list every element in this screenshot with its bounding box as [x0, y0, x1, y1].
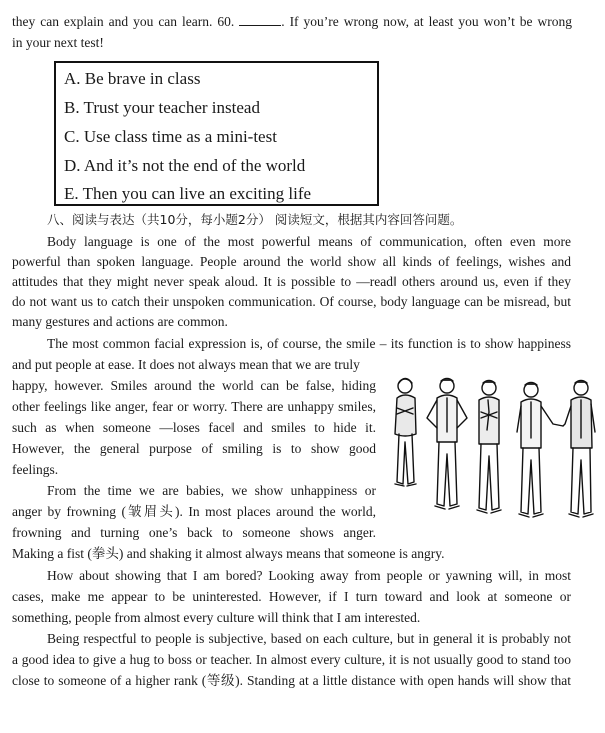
p2-line-2: and put people at ease. It does not always mean that we are truly [12, 357, 360, 372]
p2-line-1: The most common facial expression is, of course, the smile – its function is to show happiness [47, 336, 571, 351]
p3-line-1: From the time we are babies, we show unhappiness or [47, 483, 376, 498]
option-a[interactable]: A. Be brave in class [64, 69, 201, 88]
p5-line-1: Being respectful to people is subjective, based on each culture, but in general it is probably not [47, 631, 571, 646]
p5-line-3: close to someone of a higher rank (等级). Standing at a little distance with open hands will show that [12, 673, 571, 688]
p2-line-3: happy, however. Smiles around the world can be false, hiding [12, 378, 376, 393]
option-c[interactable]: C. Use class time as a mini-test [64, 127, 277, 146]
p1-line-1: Body language is one of the most powerful means of communication, often even more [47, 234, 571, 249]
p1-line-2: powerful than spoken language. People around the world show all kinds of feelings, wishes and [12, 254, 571, 269]
figure-woman-arms-crossed [395, 379, 416, 487]
p5-line-2: a good idea to give a hug to boss or teacher. In almost every culture, it is not usually good to stand too [12, 652, 571, 667]
answer-blank-60[interactable] [239, 13, 281, 26]
intro-line-1 [12, 12, 572, 32]
p1-line-4: do not want us to catch their unspoken communication. Of course, body language can be misread, but [12, 294, 571, 309]
p3-line-2: anger by frowning (皱眉头). In most places around the world, [12, 504, 376, 519]
option-d[interactable]: D. And it’s not the end of the world [64, 156, 306, 175]
p1-line-5: many gestures and actions are common. [12, 314, 228, 329]
figure-men-shaking-hands [517, 381, 595, 518]
p3-line-4: Making a fist (拳头) and shaking it almost always means that someone is angry. [12, 546, 445, 561]
options-box [54, 61, 379, 206]
option-b[interactable]: B. Trust your teacher instead [64, 98, 260, 117]
p2-line-5: such as when someone ―loses face‖ and smiles to hide it. [12, 420, 376, 435]
p4-line-1: How about showing that I am bored? Looking away from people or yawning will, in most [47, 568, 571, 583]
p2-line-7: feelings. [12, 462, 59, 477]
people-body-language-illustration [385, 372, 600, 544]
p4-line-3: something, people from almost every culture will think that I am interested. [12, 610, 421, 625]
p1-line-3: attitudes that they might never speak aloud. It is possible to ―read‖ others around us, even if they [12, 274, 571, 289]
figure-man-hands-on-hips [427, 379, 467, 510]
figure-man-arms-crossed [477, 381, 501, 514]
section-heading: 八、阅读与表达（共10分，每小题2分） 阅读短文，根据其内容回答问题。 [47, 212, 463, 227]
option-e[interactable]: E. Then you can live an exciting life [64, 184, 312, 203]
p3-line-3: frowning and turning one’s back to someone shows anger. [12, 525, 376, 540]
p2-line-4: other feelings like anger, fear or worry. There are unhappy smiles, [12, 399, 376, 414]
intro-line-1-rest: . If you’re wrong now, at least you won’t be wrong [281, 14, 573, 29]
p2-line-6: However, the general purpose of smiling is to show good [12, 441, 376, 456]
p4-line-2: cases, make me appear to be uninterested. However, if I turn toward and look at someone or [12, 589, 571, 604]
intro-line-2: in your next test! [12, 35, 104, 50]
intro-line-1-text: they can explain and you can learn. 60. [12, 14, 235, 29]
